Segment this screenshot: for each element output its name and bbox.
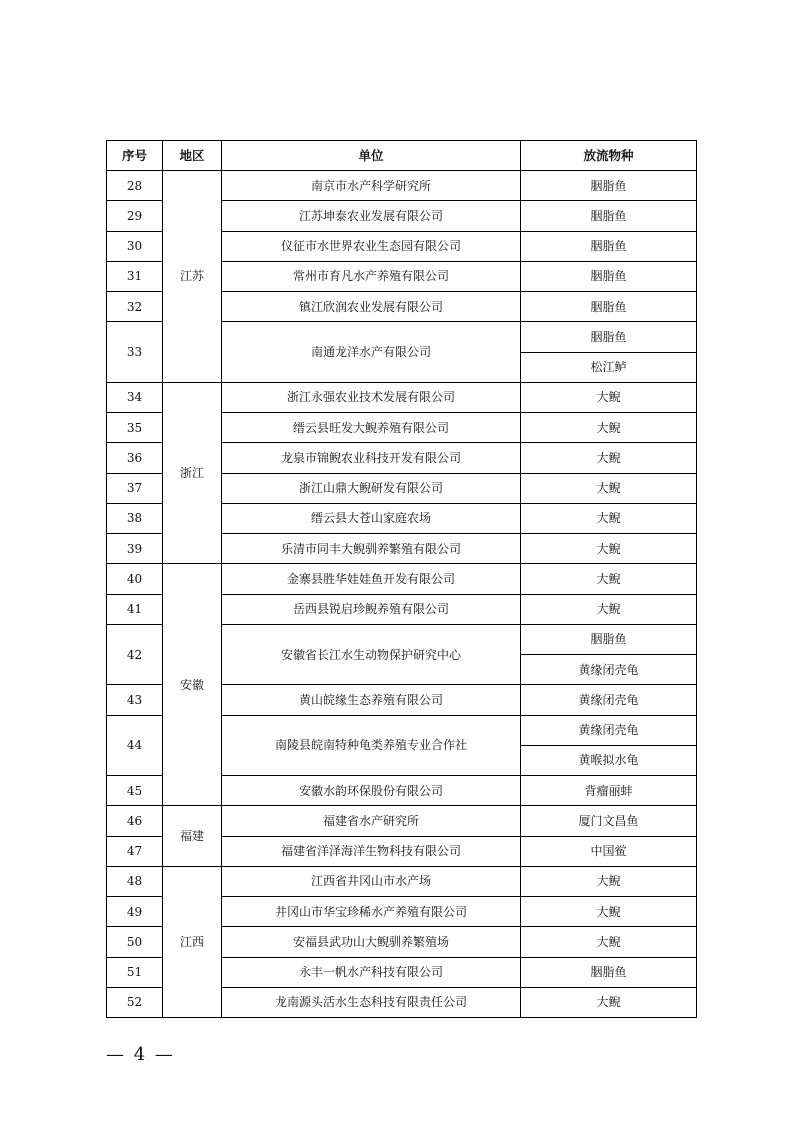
- cell-no: 52: [107, 987, 163, 1017]
- cell-unit: 龙南源头活水生态科技有限责任公司: [222, 987, 521, 1017]
- cell-no: 48: [107, 866, 163, 896]
- cell-region: 浙江: [163, 382, 222, 564]
- cell-no: 44: [107, 715, 163, 776]
- cell-species: 大鲵: [521, 534, 697, 564]
- cell-unit: 浙江山鼎大鲵研发有限公司: [222, 473, 521, 503]
- cell-unit: 安徽水韵环保股份有限公司: [222, 776, 521, 806]
- cell-species: 黄缘闭壳龟: [521, 715, 697, 745]
- cell-no: 33: [107, 322, 163, 383]
- release-table: [106, 140, 697, 1018]
- cell-unit: 乐清市同丰大鲵驯养繁殖有限公司: [222, 534, 521, 564]
- table-header-row: [107, 141, 697, 171]
- cell-species: 黄缘闭壳龟: [521, 685, 697, 715]
- cell-region: 江西: [163, 866, 222, 1017]
- cell-no: 46: [107, 806, 163, 836]
- table-row: [107, 171, 697, 201]
- cell-no: 47: [107, 836, 163, 866]
- cell-unit: 永丰一帆水产科技有限公司: [222, 957, 521, 987]
- header-region: 地区: [163, 141, 222, 171]
- cell-species: 背瘤丽蚌: [521, 776, 697, 806]
- header-no: 序号: [107, 141, 163, 171]
- cell-species: 大鲵: [521, 503, 697, 533]
- cell-species: 松江鲈: [521, 352, 697, 382]
- cell-no: 38: [107, 503, 163, 533]
- header-unit: 单位: [222, 141, 521, 171]
- cell-unit: 南通龙洋水产有限公司: [222, 322, 521, 383]
- cell-unit: 安徽省长江水生动物保护研究中心: [222, 624, 521, 685]
- cell-unit: 浙江永强农业技术发展有限公司: [222, 382, 521, 412]
- cell-no: 31: [107, 261, 163, 291]
- cell-unit: 福建省水产研究所: [222, 806, 521, 836]
- page-number: — 4 —: [106, 1044, 175, 1065]
- table-row: [107, 564, 697, 594]
- cell-species: 大鲵: [521, 594, 697, 624]
- cell-no: 41: [107, 594, 163, 624]
- cell-species: 大鲵: [521, 897, 697, 927]
- cell-species: 胭脂鱼: [521, 322, 697, 352]
- cell-species: 胭脂鱼: [521, 261, 697, 291]
- cell-species: 中国鲎: [521, 836, 697, 866]
- cell-no: 32: [107, 292, 163, 322]
- cell-no: 35: [107, 413, 163, 443]
- cell-species: 胭脂鱼: [521, 201, 697, 231]
- table-row: [107, 806, 697, 836]
- cell-region: 安徽: [163, 564, 222, 806]
- cell-unit: 金寨县胜华娃娃鱼开发有限公司: [222, 564, 521, 594]
- cell-species: 胭脂鱼: [521, 171, 697, 201]
- cell-unit: 岳西县锐启珍鲵养殖有限公司: [222, 594, 521, 624]
- cell-species: 大鲵: [521, 927, 697, 957]
- cell-no: 45: [107, 776, 163, 806]
- cell-species: 胭脂鱼: [521, 624, 697, 654]
- cell-no: 36: [107, 443, 163, 473]
- table-row: [107, 866, 697, 896]
- cell-species: 厦门文昌鱼: [521, 806, 697, 836]
- cell-species: 大鲵: [521, 987, 697, 1017]
- cell-no: 51: [107, 957, 163, 987]
- cell-unit: 黄山皖缘生态养殖有限公司: [222, 685, 521, 715]
- cell-unit: 福建省洋泽海洋生物科技有限公司: [222, 836, 521, 866]
- cell-species: 胭脂鱼: [521, 231, 697, 261]
- cell-unit: 镇江欣润农业发展有限公司: [222, 292, 521, 322]
- cell-species: 大鲵: [521, 473, 697, 503]
- cell-unit: 南京市水产科学研究所: [222, 171, 521, 201]
- cell-no: 29: [107, 201, 163, 231]
- cell-unit: 仪征市水世界农业生态园有限公司: [222, 231, 521, 261]
- cell-no: 39: [107, 534, 163, 564]
- cell-region: 福建: [163, 806, 222, 867]
- cell-no: 34: [107, 382, 163, 412]
- cell-unit: 江西省井冈山市水产场: [222, 866, 521, 896]
- cell-species: 胭脂鱼: [521, 292, 697, 322]
- cell-unit: 龙泉市锦鲵农业科技开发有限公司: [222, 443, 521, 473]
- cell-unit: 缙云县大苍山家庭农场: [222, 503, 521, 533]
- cell-no: 30: [107, 231, 163, 261]
- cell-no: 42: [107, 624, 163, 685]
- cell-species: 大鲵: [521, 413, 697, 443]
- cell-species: 大鲵: [521, 866, 697, 896]
- cell-species: 黄喉拟水龟: [521, 745, 697, 775]
- cell-unit: 南陵县皖南特种龟类养殖专业合作社: [222, 715, 521, 776]
- cell-no: 49: [107, 897, 163, 927]
- cell-unit: 缙云县旺发大鲵养殖有限公司: [222, 413, 521, 443]
- cell-species: 大鲵: [521, 564, 697, 594]
- cell-no: 28: [107, 171, 163, 201]
- cell-region: 江苏: [163, 171, 222, 383]
- cell-no: 40: [107, 564, 163, 594]
- cell-species: 大鲵: [521, 382, 697, 412]
- cell-no: 43: [107, 685, 163, 715]
- cell-species: 胭脂鱼: [521, 957, 697, 987]
- cell-unit: 江苏坤泰农业发展有限公司: [222, 201, 521, 231]
- cell-unit: 井冈山市华宝珍稀水产养殖有限公司: [222, 897, 521, 927]
- cell-no: 50: [107, 927, 163, 957]
- cell-unit: 安福县武功山大鲵驯养繁殖场: [222, 927, 521, 957]
- header-species: 放流物种: [521, 141, 697, 171]
- cell-unit: 常州市育凡水产养殖有限公司: [222, 261, 521, 291]
- table-row: [107, 382, 697, 412]
- cell-species: 大鲵: [521, 443, 697, 473]
- cell-species: 黄缘闭壳龟: [521, 655, 697, 685]
- cell-no: 37: [107, 473, 163, 503]
